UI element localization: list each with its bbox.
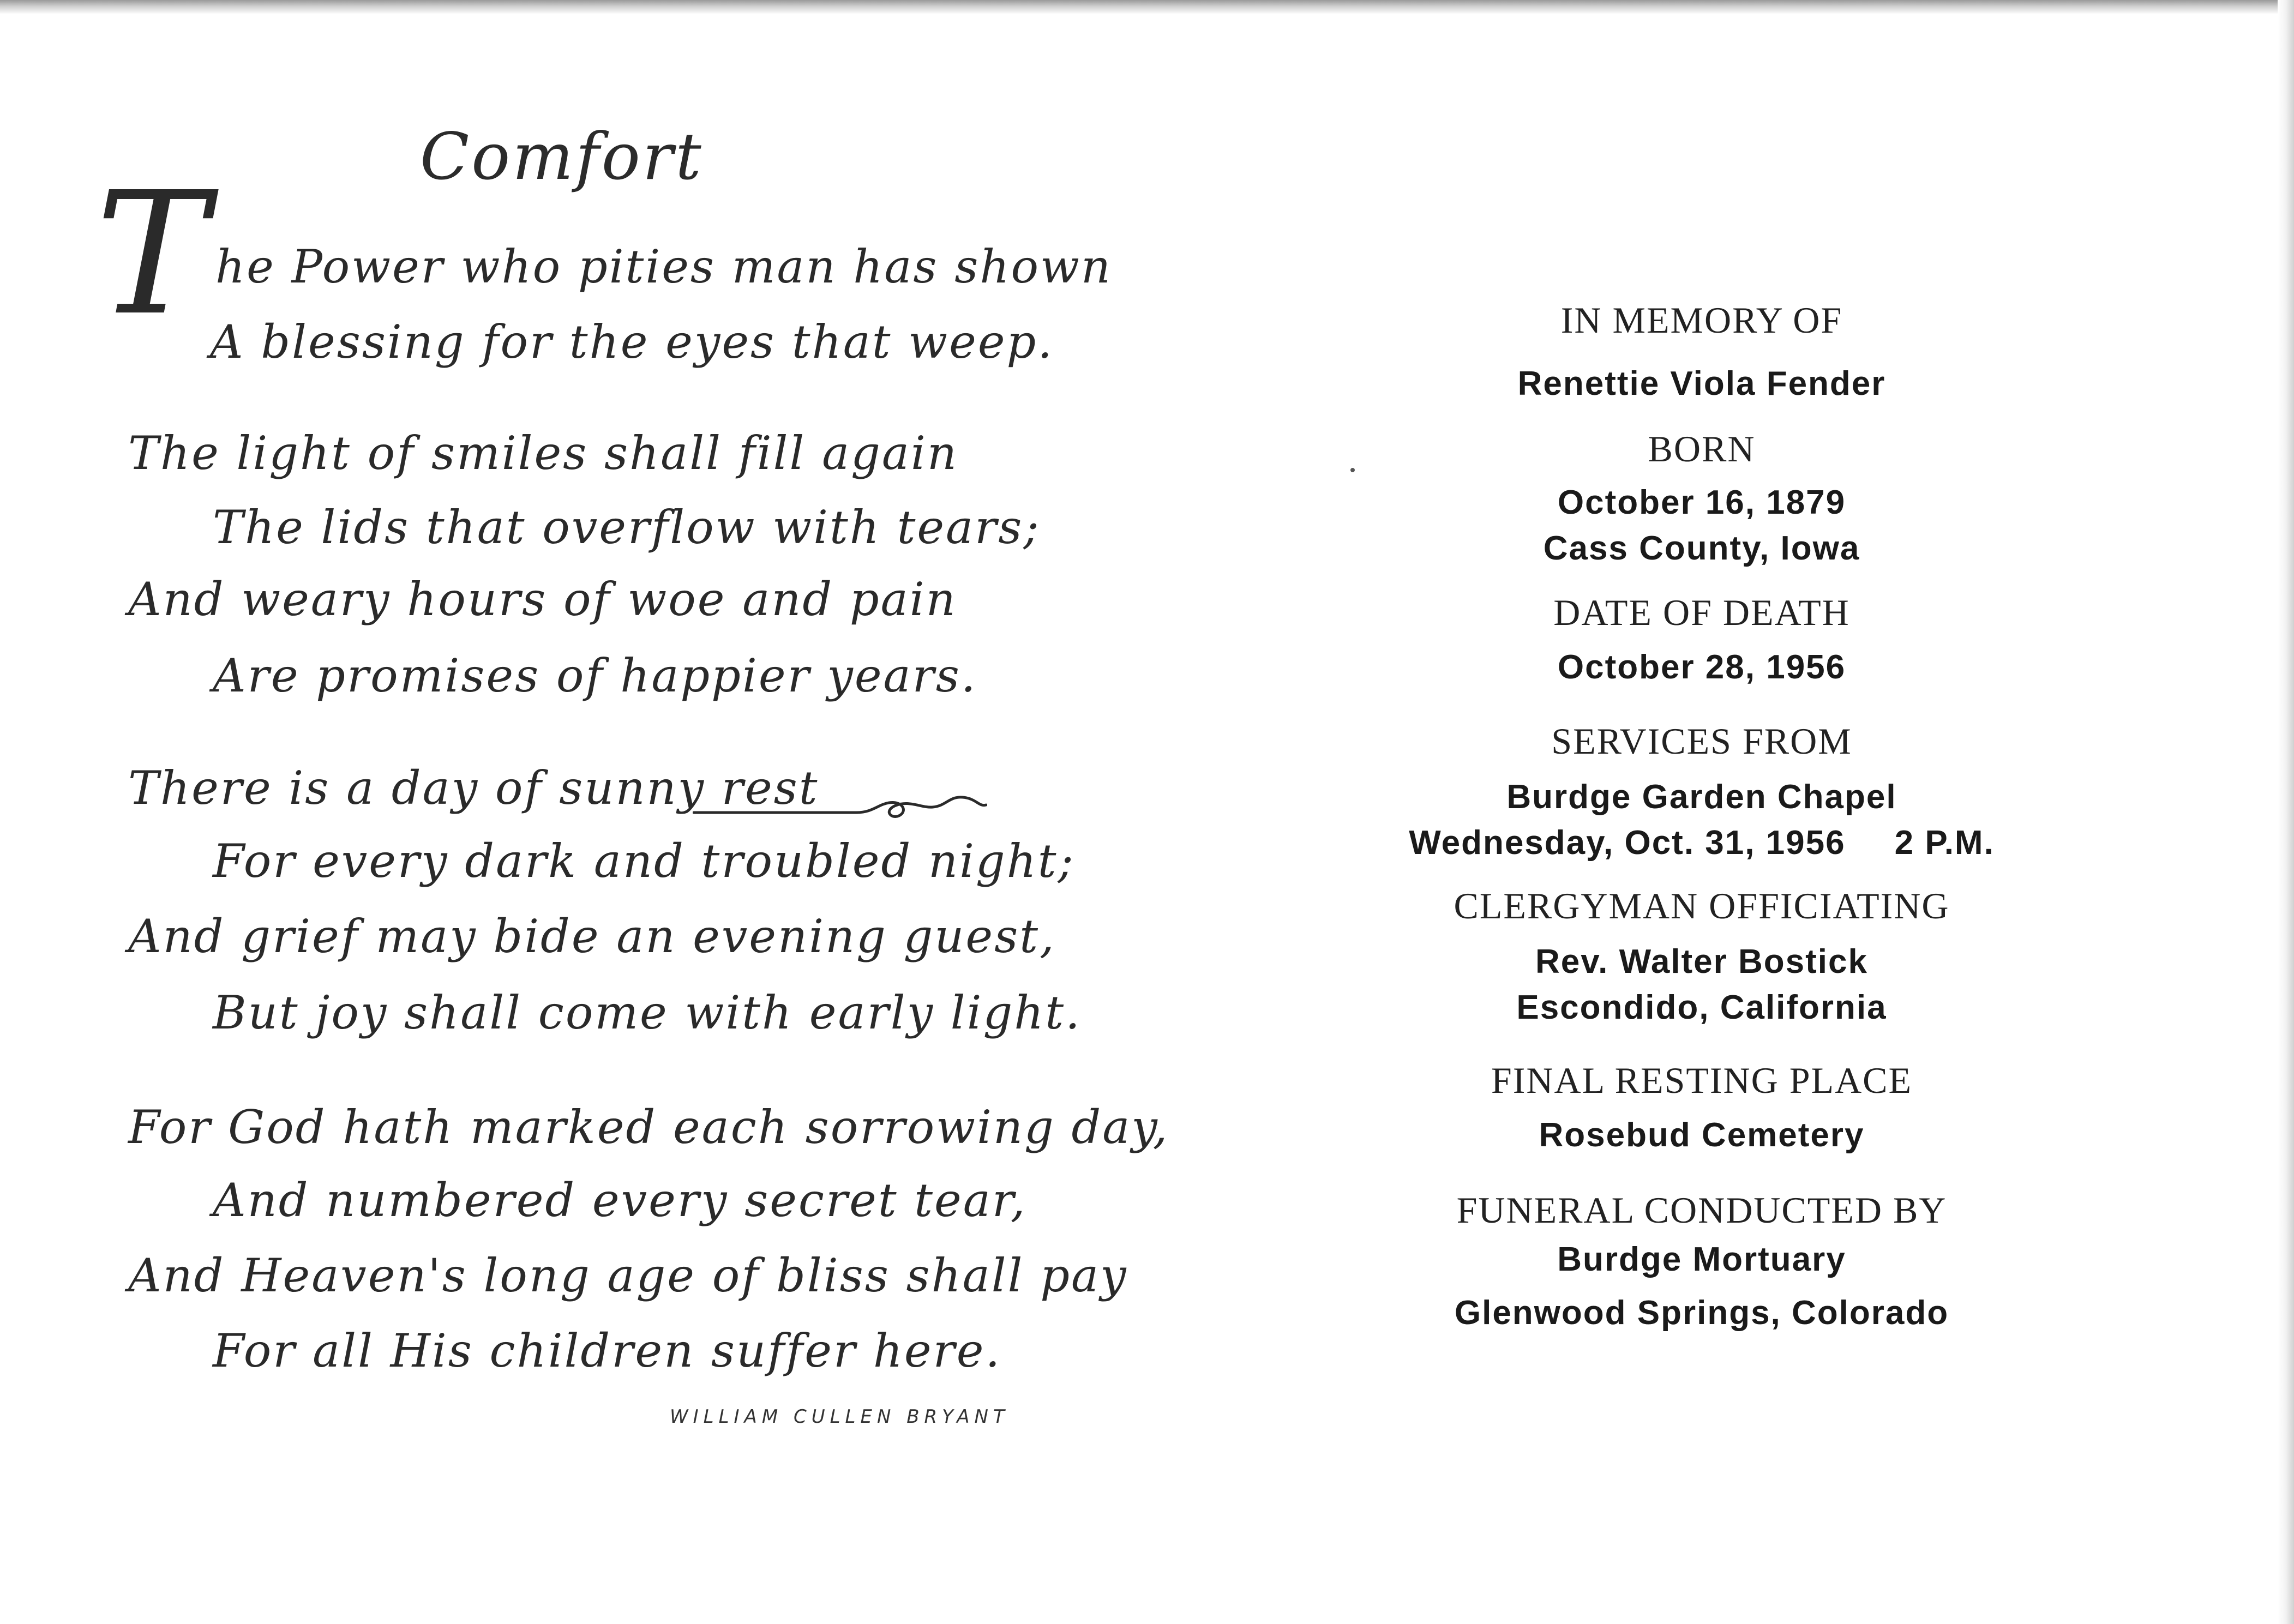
born-heading: BORN [1648, 428, 1756, 470]
poem-title: Comfort [420, 119, 704, 194]
clergy-heading: CLERGYMAN OFFICIATING [1454, 885, 1950, 927]
clergy-name: Rev. Walter Bostick [1535, 943, 1868, 981]
poem-line: And grief may bide an evening guest, [128, 910, 1056, 963]
in-memory-heading: IN MEMORY OF [1560, 299, 1843, 341]
poem-line: A blessing for the eyes that weep. [210, 315, 1054, 369]
poem-line: The light of smiles shall fill again [128, 426, 958, 480]
funeral-home: Burdge Mortuary [1557, 1241, 1846, 1278]
poem-line: For God hath marked each sorrowing day, [128, 1100, 1169, 1154]
poem-drop-cap: T [95, 156, 208, 353]
services-when [1298, 823, 2105, 862]
resting-heading: FINAL RESTING PLACE [1491, 1060, 1913, 1101]
death-heading: DATE OF DEATH [1553, 592, 1850, 633]
services-heading: SERVICES FROM [1551, 720, 1852, 762]
funeral-heading: FUNERAL CONDUCTED BY [1456, 1189, 1947, 1231]
scan-right-edge [2278, 0, 2294, 1624]
memorial-panel [1298, 0, 2105, 1624]
poem-line: The lids that overflow with tears; [213, 501, 1041, 554]
poem-line: Are promises of happier years. [213, 649, 977, 702]
poem-line: For all His children suffer here. [213, 1324, 1002, 1378]
services-place: Burdge Garden Chapel [1506, 778, 1897, 816]
birth-place: Cass County, Iowa [1543, 530, 1860, 567]
deceased-name: Renettie Viola Fender [1517, 365, 1886, 402]
services-time: 2 P.M. [1894, 824, 1995, 862]
funeral-home-location: Glenwood Springs, Colorado [1454, 1294, 1949, 1332]
poem-line: For every dark and troubled night; [213, 834, 1075, 888]
birth-date: October 16, 1879 [1557, 484, 1846, 521]
resting-place: Rosebud Cemetery [1539, 1116, 1865, 1154]
poem-line: And numbered every secret tear, [213, 1174, 1027, 1227]
rest-underline-flourish [693, 780, 987, 823]
poem-line: And Heaven's long age of bliss shall pay [128, 1249, 1128, 1302]
services-date: Wednesday, Oct. 31, 1956 [1409, 824, 1846, 862]
poem-line: And weary hours of woe and pain [128, 573, 957, 626]
poem-line: But joy shall come with early light. [213, 986, 1082, 1039]
poem-line: he Power who pities man has shown [215, 240, 1113, 293]
poem-author: WILLIAM CULLEN BRYANT [670, 1406, 1010, 1428]
death-date: October 28, 1956 [1557, 648, 1846, 686]
poem-line: There is a day of sunny rest [128, 761, 819, 815]
clergy-place: Escondido, California [1516, 989, 1887, 1026]
